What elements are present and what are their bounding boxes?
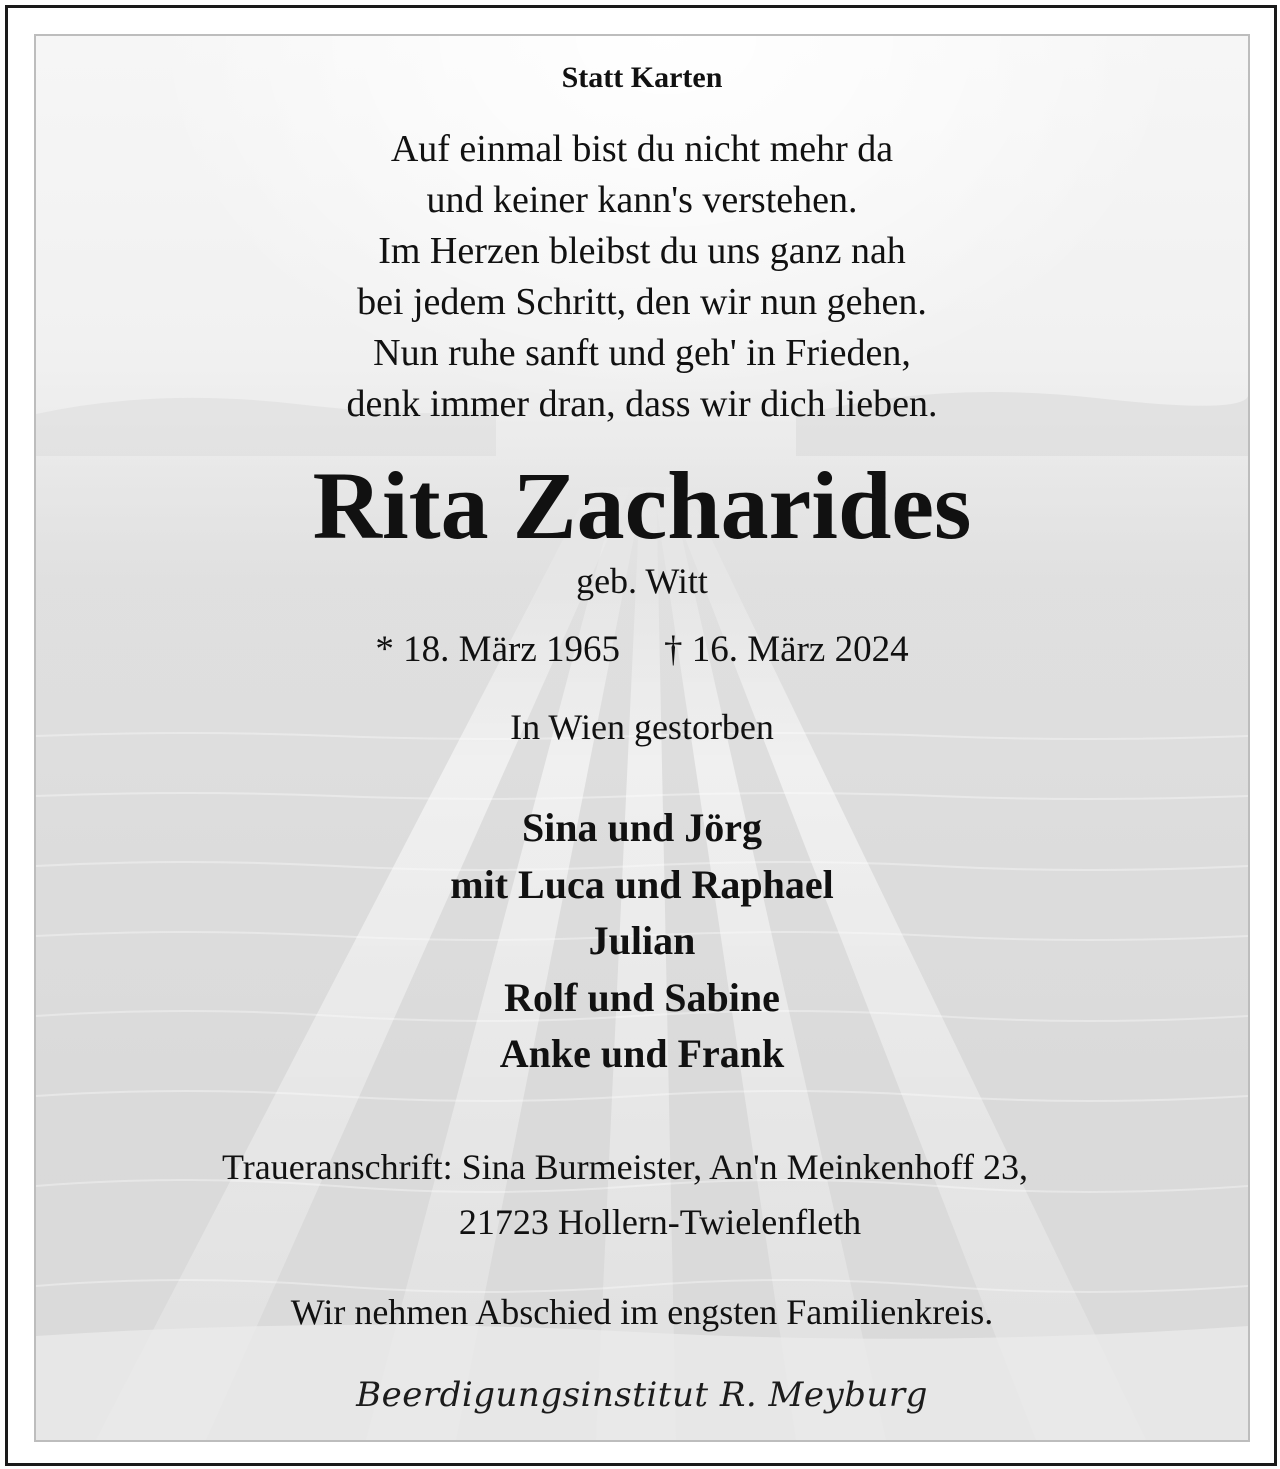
poem-line: Auf einmal bist du nicht mehr da	[390, 128, 894, 170]
header-statt-karten: Statt Karten	[561, 61, 723, 94]
place-of-death: In Wien gestorben	[510, 707, 774, 747]
poem-line: und keiner kann's verstehen.	[426, 179, 858, 221]
death-date: † 16. März 2024	[664, 629, 909, 670]
poem-line: Im Herzen bleibst du uns ganz nah	[378, 230, 906, 272]
birth-date: * 18. März 1965	[375, 629, 620, 670]
address-line-1: Traueranschrift: Sina Burmeister, An'n Meinkenhoff 23,	[222, 1147, 1028, 1187]
mourner-line: Sina und Jörg	[521, 805, 763, 850]
obituary-card	[34, 34, 1250, 1442]
deceased-name: Rita Zacharides	[312, 452, 972, 559]
mourner-line: mit Luca und Raphael	[450, 861, 834, 907]
mourning-address	[36, 1140, 1248, 1250]
farewell-note: Wir nehmen Abschied im engsten Familienkreis.	[290, 1292, 994, 1332]
mourner-line: Julian	[588, 918, 696, 963]
maiden-name: geb. Witt	[576, 561, 708, 601]
mourner-line: Rolf und Sabine	[504, 974, 780, 1020]
mourners	[36, 800, 1248, 1083]
poem-line: bei jedem Schritt, den wir nun gehen.	[357, 281, 927, 323]
poem-line: denk immer dran, dass wir dich lieben.	[346, 383, 938, 425]
mourner-line: Anke und Frank	[499, 1031, 785, 1076]
address-line-2: 21723 Hollern-Twielenfleth	[458, 1202, 862, 1242]
life-dates	[36, 626, 1248, 674]
poem	[36, 124, 1248, 430]
poem-line: Nun ruhe sanft und geh' in Frieden,	[373, 332, 911, 374]
funeral-home: Beerdigungsinstitut R. Meyburg	[356, 1375, 928, 1415]
